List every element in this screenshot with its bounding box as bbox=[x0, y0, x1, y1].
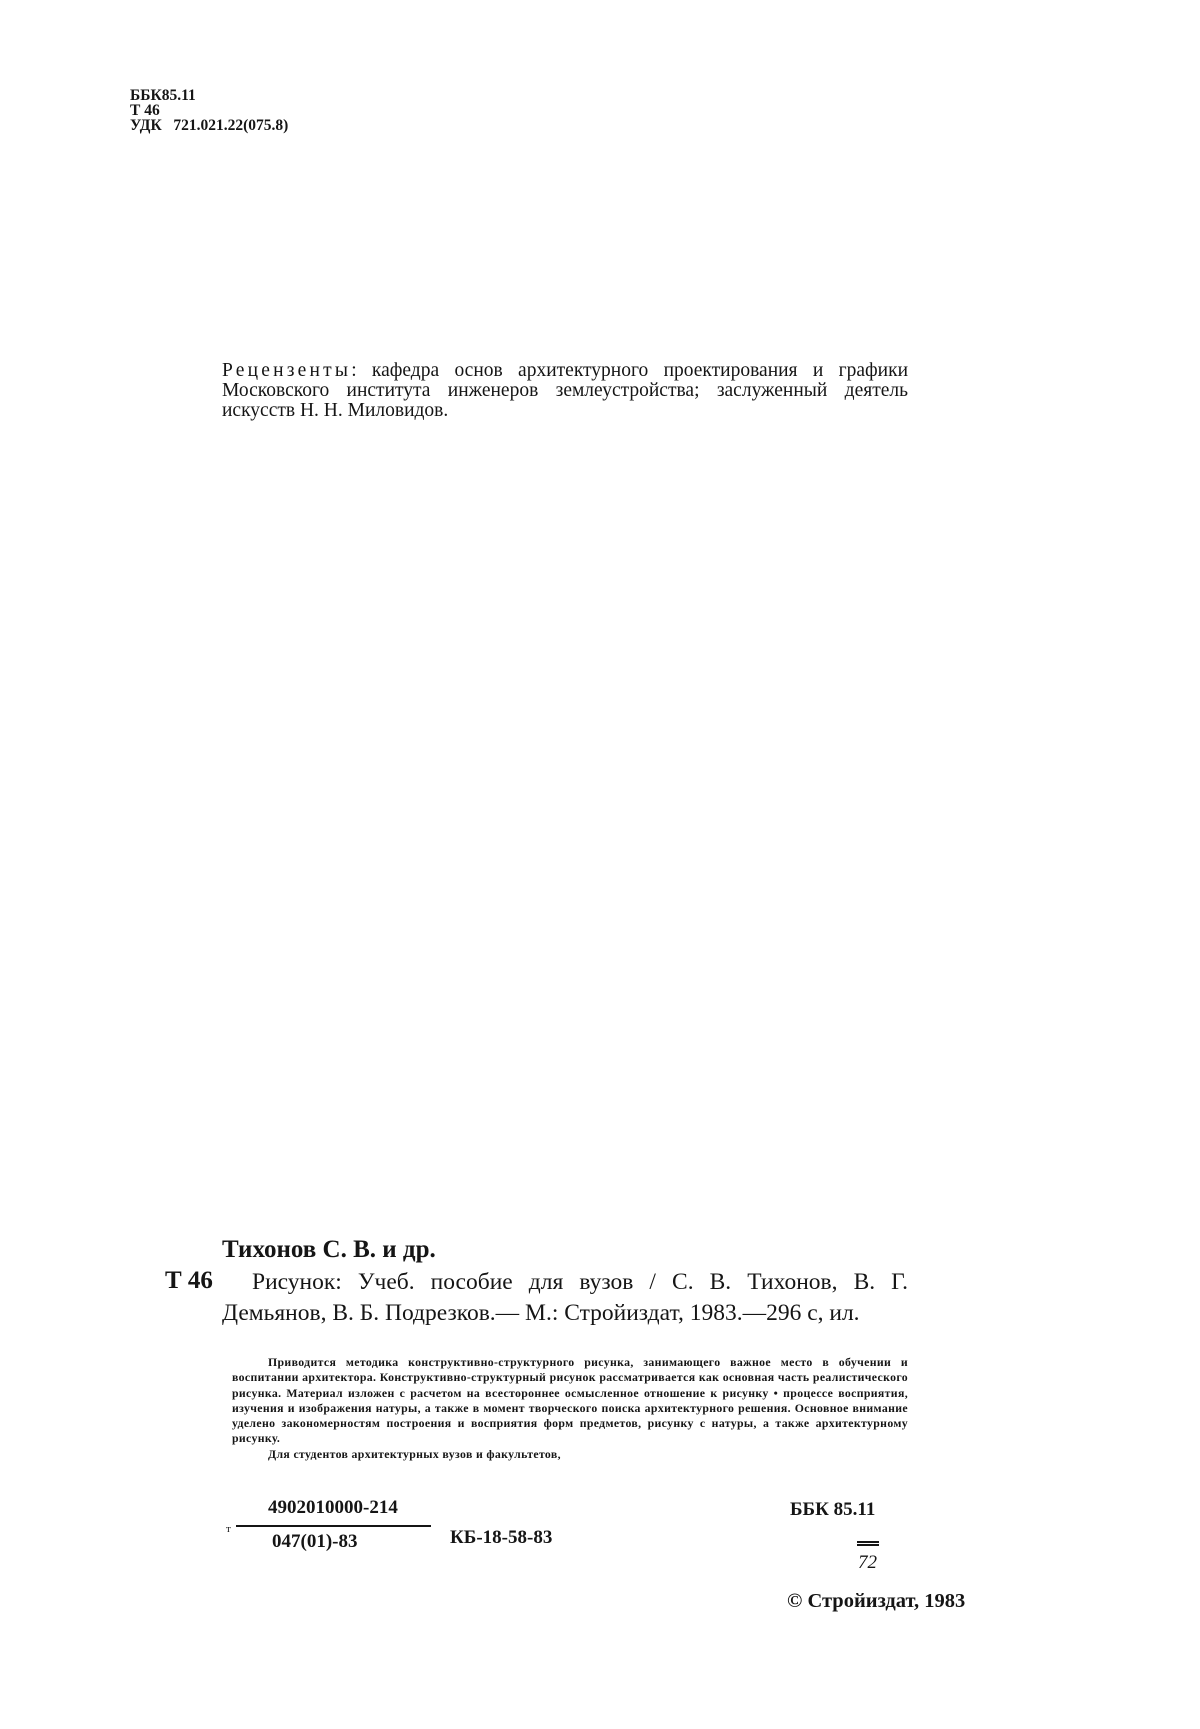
copyright-notice: © Стройиздат, 1983 bbox=[787, 1590, 966, 1612]
abstract-text: Приводится методика конструктивно-структурного рисунка, занимающего важное место в обучении и воспитании архитектора. Конструктивно-структурный рисунок рассматривается как основная часть реалистического рисунка. Материал изложен с расчетом на всестороннее осмысленное отношение к рисунку • процессе восприятия, изучения и изображения натуры, а также в момент творческого поиска архитектурного решения. Основное внимание уделено закономерностям построения и восприятия форм предметов, рисунку с натуры, а также архитектурному рисунку. bbox=[232, 1355, 908, 1446]
description-text: Рисунок: Учеб. пособие для вузов / С. В. Тихонов, В. Г. Демьянов, В. Б. Подрезков.— М.: Стройиздат, 1983.—296 с, ил. bbox=[222, 1269, 908, 1326]
bbk-footer-code: ББК 85.11 bbox=[790, 1499, 876, 1520]
index-number: 72 bbox=[858, 1552, 877, 1573]
author-heading: Тихонов С. В. и др. bbox=[222, 1236, 436, 1263]
kb-code: КБ-18-58-83 bbox=[450, 1527, 553, 1548]
fraction-prefix: т bbox=[226, 1523, 231, 1535]
reviewers-paragraph bbox=[222, 361, 908, 421]
reviewers-text: : кафедра основ архитектурного проектирования и графики Московского института инженеров землеустройства; заслуженный деятель искусств Н. Н. Миловидов. bbox=[222, 360, 908, 421]
author-mark: Т 46 bbox=[130, 102, 160, 119]
abstract bbox=[232, 1355, 908, 1462]
udk-code: УДК 721.021.22(075.8) bbox=[130, 117, 289, 134]
fraction-denominator: 047(01)-83 bbox=[272, 1531, 358, 1552]
bibliographic-description bbox=[222, 1267, 908, 1329]
classification-block bbox=[130, 88, 288, 133]
reviewers-label: Рецензенты bbox=[222, 360, 352, 381]
index-dash-mark bbox=[857, 1541, 879, 1546]
card-code: Т 46 bbox=[165, 1267, 213, 1294]
fraction-numerator: 4902010000-214 bbox=[268, 1497, 398, 1518]
bbk-code: ББК85.11 bbox=[130, 87, 196, 104]
audience-text: Для студентов архитектурных вузов и факультетов, bbox=[268, 1446, 561, 1461]
fraction-divider bbox=[236, 1525, 431, 1527]
